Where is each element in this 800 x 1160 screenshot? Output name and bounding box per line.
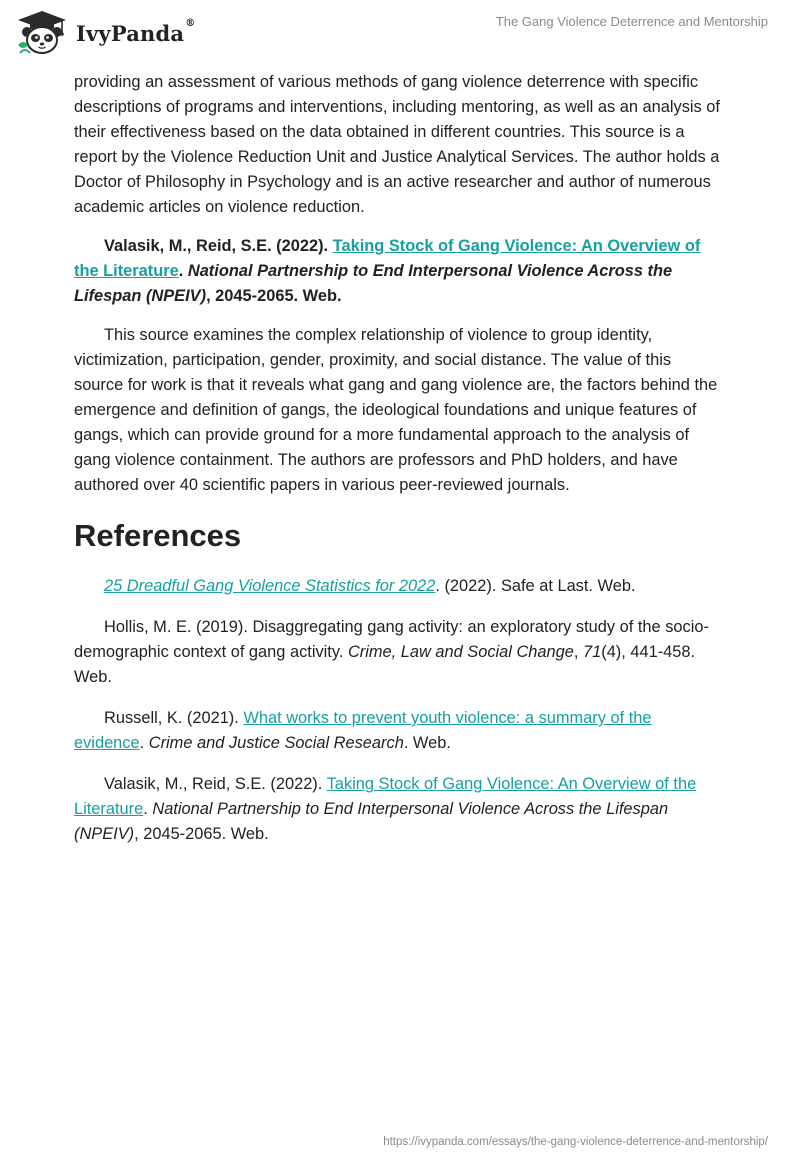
reference-comma: ,: [573, 643, 583, 661]
references-heading: References: [74, 518, 242, 553]
reference-link[interactable]: Taking Stock of Gang Violence: An Overview of the Literature: [74, 775, 697, 818]
reference-rest: . Web.: [403, 734, 451, 752]
document-title: The Gang Violence Deterrence and Mentorship: [495, 14, 768, 29]
panda-graduate-icon: [14, 9, 70, 57]
citation-authors: Valasik, M., Reid, S.E. (2022).: [104, 237, 333, 255]
reference-volume: 71: [583, 643, 602, 661]
footer-url: https://ivypanda.com/essays/the-gang-violence-deterrence-and-mentorship/: [383, 1136, 768, 1148]
reference-text: Hollis, M. E. (2019). Disaggregating gang activity: an exploratory study of the socio-demographic context of gang activity.: [74, 618, 709, 661]
reference-link[interactable]: 25 Dreadful Gang Violence Statistics for 2022: [104, 577, 436, 595]
reference-item: [74, 615, 722, 690]
reference-text: Valasik, M., Reid, S.E. (2022).: [104, 775, 327, 793]
annotation-paragraph: This source examines the complex relationship of violence to group identity, victimization, participation, gender, proximity, and social distance. The value of this source for work is that it reveals what gang and gang violence are, the factors behind the emergence and definition of gangs, the ideological foundations and unique features of gangs, which can provide ground for a more fundamental approach to the analysis of gang violence containment. The authors are professors and PhD holders, and have authored over 40 scientific papers in various peer-reviewed journals.: [74, 326, 718, 494]
reference-item: [74, 706, 722, 756]
document-body: [74, 70, 722, 863]
reference-journal: Crime and Justice Social Research: [148, 734, 404, 752]
logo-text: IvyPanda: [76, 20, 185, 46]
annotated-citation: [74, 234, 722, 309]
reference-item: [74, 574, 722, 599]
citation-journal: National Partnership to End Interpersonal Violence Across the Lifespan (NPEIV): [74, 262, 673, 305]
page-header: [0, 0, 800, 70]
reference-separator: .: [139, 734, 149, 752]
logo-wordmark: [76, 17, 196, 46]
registered-mark: ®: [185, 17, 196, 29]
citation-pages: , 2045-2065. Web.: [206, 287, 342, 305]
reference-link[interactable]: What works to prevent youth violence: a summary of the evidence: [74, 709, 652, 752]
annotation-paragraph-continued: providing an assessment of various methods of gang violence deterrence with specific descriptions of programs and interventions, including mentoring, as well as an analysis of their effectiveness based on the data obtained in different countries. This source is a report by the Violence Reduction Unit and Justice Analytical Services. The author holds a Doctor of Philosophy in Psychology and is an active researcher and author of numerous academic articles on violence reduction.: [74, 73, 720, 216]
reference-rest: (4), 441-458. Web.: [74, 643, 696, 686]
citation-link[interactable]: Taking Stock of Gang Violence: An Overview of the Literature: [74, 237, 701, 280]
reference-journal: Crime, Law and Social Change: [347, 643, 574, 661]
reference-journal: National Partnership to End Interpersonal Violence Across the Lifespan (NPEIV): [74, 800, 669, 843]
ivypanda-logo[interactable]: [14, 8, 195, 58]
citation-separator: .: [178, 262, 188, 280]
reference-rest: . (2022). Safe at Last. Web.: [435, 577, 636, 595]
reference-item: [74, 772, 722, 847]
reference-rest: , 2045-2065. Web.: [134, 825, 269, 843]
reference-separator: .: [143, 800, 153, 818]
reference-text: Russell, K. (2021).: [104, 709, 244, 727]
